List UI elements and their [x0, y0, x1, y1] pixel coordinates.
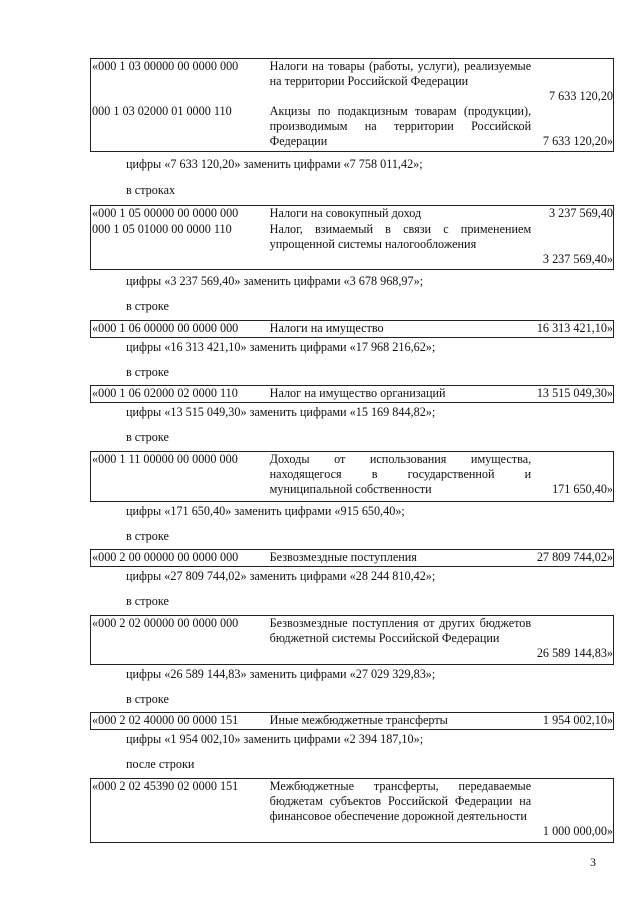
- table-row: [91, 59, 613, 104]
- amount: 26 589 144,83»: [536, 646, 613, 660]
- table-row: [91, 206, 613, 222]
- page-number: 3: [590, 855, 596, 869]
- section-header: в строках: [126, 183, 176, 197]
- section-header: в строке: [126, 692, 169, 706]
- revenue-name: Акцизы по подакцизным товарам (продукции), производимым на территории Российской Федерации: [269, 104, 532, 148]
- amount: 13 515 049,30»: [536, 386, 613, 400]
- amendment-table: [90, 451, 614, 502]
- revenue-name: Налог на имущество организаций: [269, 386, 446, 400]
- instruction-text: цифры «7 633 120,20» заменить цифрами «7 758 011,42»;: [126, 157, 423, 171]
- section-header: в строке: [126, 529, 169, 543]
- table-row: [91, 713, 613, 728]
- revenue-name: Межбюджетные трансферты, передаваемые бюджетам субъектов Российской Федерации на финансовое обеспечение дорожной деятельности: [269, 779, 532, 823]
- section-header: в строке: [126, 430, 169, 444]
- amount: 27 809 744,02»: [536, 550, 613, 564]
- section-header: в строке: [126, 299, 169, 313]
- budget-code: «000 1 06 00000 00 0000 000: [92, 321, 239, 335]
- table-row: [91, 779, 613, 839]
- budget-code: «000 2 02 45390 02 0000 151: [92, 779, 239, 793]
- section-header: в строке: [126, 594, 169, 608]
- budget-code: «000 2 00 00000 00 0000 000: [92, 550, 239, 564]
- amount: 7 633 120,20»: [542, 134, 613, 148]
- budget-code: «000 2 02 40000 00 0000 151: [92, 713, 239, 727]
- budget-code: 000 1 05 01000 00 0000 110: [92, 222, 232, 236]
- section-header: в строке: [126, 365, 169, 379]
- budget-code: «000 1 05 00000 00 0000 000: [92, 206, 239, 220]
- amendment-table: [90, 58, 614, 152]
- budget-code: «000 1 03 00000 00 0000 000: [92, 59, 239, 73]
- table-row: [91, 321, 613, 336]
- budget-code: 000 1 03 02000 01 0000 110: [92, 104, 232, 118]
- instruction-text: цифры «27 809 744,02» заменить цифрами «28 244 810,42»;: [126, 569, 436, 583]
- amount: 3 237 569,40»: [542, 252, 613, 266]
- section-header: после строки: [126, 757, 195, 771]
- revenue-name: Доходы от использования имущества, находящегося в государственной и муниципальной собственности: [269, 452, 532, 496]
- revenue-name: Безвозмездные поступления: [269, 550, 417, 564]
- amendment-table: [90, 615, 614, 665]
- amendment-table: [90, 549, 614, 567]
- revenue-name: Иные межбюджетные трансферты: [269, 713, 448, 727]
- revenue-name: Налоги на товары (работы, услуги), реализуемые на территории Российской Федерации: [269, 59, 532, 88]
- amendment-table: [90, 778, 614, 843]
- budget-code: «000 1 11 00000 00 0000 000: [92, 452, 238, 466]
- revenue-name: Налоги на имущество: [269, 321, 384, 335]
- instruction-text: цифры «3 237 569,40» заменить цифрами «3 678 968,97»;: [126, 274, 424, 288]
- table-row: [91, 104, 613, 149]
- amount: 16 313 421,10»: [536, 321, 613, 335]
- amendment-table: [90, 205, 614, 270]
- instruction-text: цифры «1 954 002,10» заменить цифрами «2 394 187,10»;: [126, 732, 424, 746]
- amendment-table: [90, 320, 614, 338]
- table-row: [91, 550, 613, 565]
- budget-code: «000 2 02 00000 00 0000 000: [92, 616, 239, 630]
- table-row: [91, 222, 613, 267]
- instruction-text: цифры «26 589 144,83» заменить цифрами «27 029 329,83»;: [126, 667, 436, 681]
- budget-code: «000 1 06 02000 02 0000 110: [92, 386, 238, 400]
- amount: 3 237 569,40: [549, 206, 613, 220]
- amount: 7 633 120,20: [549, 89, 613, 103]
- instruction-text: цифры «171 650,40» заменить цифрами «915 650,40»;: [126, 504, 405, 518]
- amount: 171 650,40»: [552, 482, 613, 496]
- table-row: [91, 386, 613, 401]
- table-row: [91, 452, 613, 497]
- amendment-table: [90, 712, 614, 730]
- amount: 1 000 000,00»: [542, 824, 613, 838]
- table-row: [91, 616, 613, 661]
- revenue-name: Безвозмездные поступления от других бюджетов бюджетной системы Российской Федерации: [269, 616, 532, 645]
- amendment-table: [90, 385, 614, 403]
- amount: 1 954 002,10»: [542, 713, 613, 727]
- instruction-text: цифры «16 313 421,10» заменить цифрами «17 968 216,62»;: [126, 340, 436, 354]
- revenue-name: Налог, взимаемый в связи с применением упрощенной системы налогообложения: [269, 222, 532, 251]
- revenue-name: Налоги на совокупный доход: [269, 206, 422, 220]
- instruction-text: цифры «13 515 049,30» заменить цифрами «15 169 844,82»;: [126, 405, 436, 419]
